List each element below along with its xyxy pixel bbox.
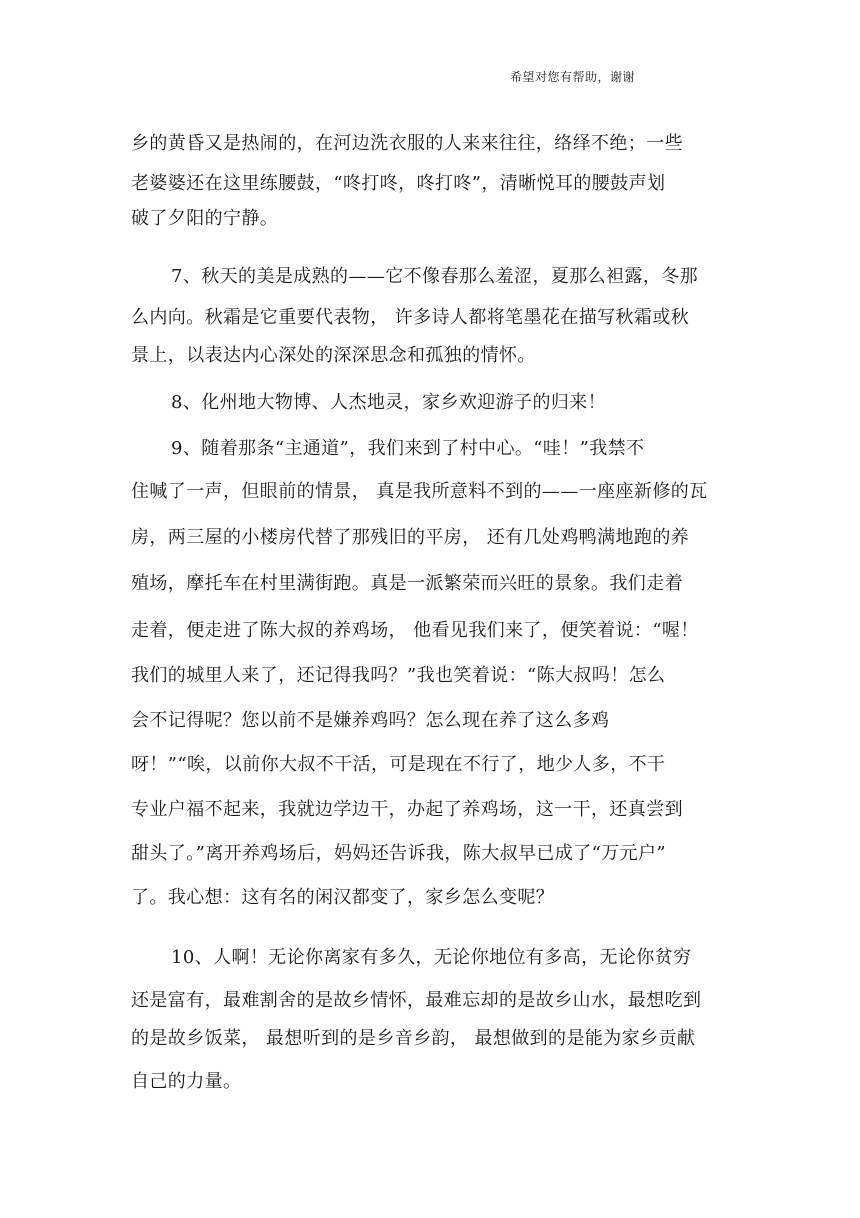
text-line: 乡的黄昏又是热闹的，在河边洗衣服的人来来往往，络绎不绝；一些	[131, 133, 683, 154]
text-line: 自己的力量。	[131, 1071, 242, 1092]
text-line: 10、人啊！无论你离家有多久，无论你地位有多高，无论你贫穷	[171, 947, 692, 968]
text-line: 的是故乡饭菜， 最想听到的是乡音乡韵， 最想做到的是能为家乡贡献	[131, 1028, 696, 1049]
text-line: 殖场，摩托车在村里满街跑。真是一派繁荣而兴旺的景象。我们走着	[131, 573, 683, 594]
text-line: 还是富有，最难割舍的是故乡情怀，最难忘却的是故乡山水，最想吃到	[131, 990, 702, 1011]
text-line: 破了夕阳的宁静。	[131, 208, 279, 229]
text-line: 7、秋天的美是成熟的——它不像春那么羞涩，夏那么袒露，冬那	[171, 266, 699, 287]
text-line: 景上，以表达内心深处的深深思念和孤独的情怀。	[131, 345, 536, 366]
text-line: 我们的城里人来了，还记得我吗？”我也笑着说：“陈大叔吗！怎么	[131, 665, 666, 686]
text-line: 住喊了一声，但眼前的情景， 真是我所意料不到的——一座座新修的瓦	[131, 481, 708, 502]
text-line: 甜头了。”离开养鸡场后，妈妈还告诉我，陈大叔早已成了“万元户”	[131, 843, 667, 864]
text-line: 会不记得呢？您以前不是嫌养鸡吗？怎么现在养了这么多鸡	[131, 710, 610, 731]
text-line: 9、随着那条“主通道”，我们来到了村中心。“哇！”我禁不	[171, 438, 645, 459]
text-line: 了。我心想：这有名的闲汉都变了，家乡怎么变呢？	[131, 887, 555, 908]
header-note: 希望对您有帮助，谢谢	[510, 70, 636, 84]
text-line: 老婆婆还在这里练腰鼓，“咚打咚，咚打咚”，清晰悦耳的腰鼓声划	[131, 173, 666, 194]
text-line: 专业户福不起来，我就边学边干，办起了养鸡场，这一干，还真尝到	[131, 799, 683, 820]
text-line: 房，两三屋的小楼房代替了那残旧的平房， 还有几处鸡鸭满地跑的养	[131, 527, 690, 548]
text-line: 8、化州地大物博、人杰地灵，家乡欢迎游子的归来！	[171, 392, 607, 413]
text-line: 走着，便走进了陈大叔的养鸡场， 他看见我们来了，便笑着说：“喔！	[131, 620, 699, 641]
text-line: 呀！”“唉，以前你大叔不干活，可是现在不行了，地少人多，不干	[131, 754, 666, 775]
text-line: 么内向。秋霜是它重要代表物， 许多诗人都将笔墨花在描写秋霜或秋	[131, 307, 690, 328]
